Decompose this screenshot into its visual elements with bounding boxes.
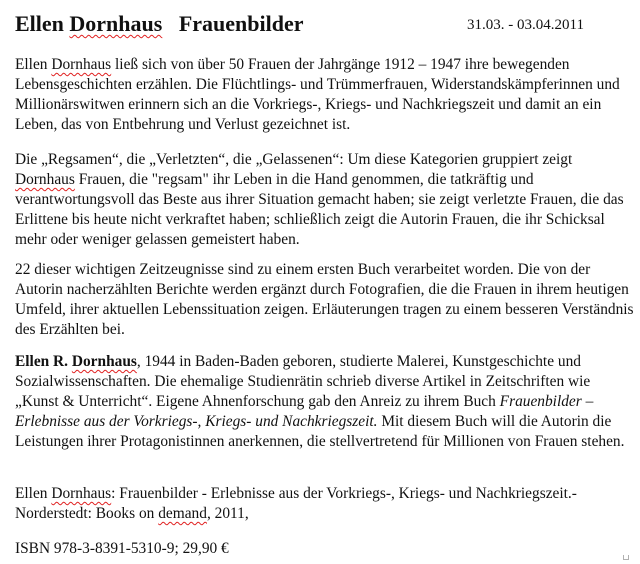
bio-book-title: Frauenbilder – Erlebnisse aus der Vorkriegs-, Kriegs- und Nachkriegszeit.	[15, 393, 594, 430]
paragraph-author-bio	[15, 352, 635, 452]
paragraph-intro	[15, 55, 635, 135]
intro-lead: Ellen	[15, 56, 52, 73]
title-first-name: Ellen	[15, 11, 70, 36]
citation-text: : Frauenbilder - Erlebnisse aus der Vorkriegs-, Kriegs- und Nachkriegszeit.- Norderstedt: Books on	[15, 485, 577, 522]
citation-year: , 2011,	[206, 505, 249, 522]
bio-author-surname: Dornhaus	[71, 353, 137, 370]
paragraph-book	[15, 260, 635, 340]
intro-text: ließ sich von über 50 Frauen der Jahrgänge 1912 – 1947 ihre bewegenden Lebensgeschichten erzählen. Die Flüchtlings- und Trümmerfrauen, Widerstandskämpferinnen und Millionärswitwen erinnern sich an die Vorkriegs-, Kriegs- und Nachkriegszeit und damit an ein Leben, das von Entbehrung und Verlust gezeichnet ist.	[15, 56, 620, 133]
paragraph-citation	[15, 484, 635, 524]
bio-author-name: Ellen R.	[15, 353, 72, 370]
categories-lead: Die „Regsamen“, die „Verletzten“, die „Gelassenen“: Um diese Kategorien gruppiert zeigt	[15, 151, 573, 168]
citation-lead: Ellen	[15, 485, 52, 502]
bio-text-end: Mit diesem Buch will die Autorin die Leistungen ihrer Protagonistinnen anerkennen, die stellvertretend für Millionen von Frauen stehen.	[15, 413, 625, 450]
isbn-price: ISBN 978-3-8391-5310-9; 29,90 €	[15, 540, 229, 557]
title-book: Frauenbilder	[162, 11, 304, 36]
author-surname: Dornhaus	[51, 56, 112, 73]
paragraph-categories	[15, 150, 635, 250]
title-author-surname: Dornhaus	[69, 11, 163, 36]
date-range: 31.03. - 03.04.2011	[467, 17, 584, 33]
paragraph-isbn	[15, 539, 635, 559]
page-corner-mark	[623, 555, 629, 560]
author-surname: Dornhaus	[15, 171, 75, 188]
categories-text: Frauen, die "regsam" ihr Leben in die Hand genommen, die tatkräftig und verantwortungsvoll das Beste aus ihrer Situation gemacht haben; sie zeigt verletzte Frauen, die das Erlittene bis heute nicht verkraftet haben; schließlich zeigt die Autorin Frauen, die ihr Schicksal mehr oder weniger gelassen gemeistert haben.	[15, 171, 624, 248]
citation-demand: demand	[158, 505, 207, 522]
document-header	[15, 11, 615, 37]
citation-author-surname: Dornhaus	[51, 485, 112, 502]
page-title	[15, 11, 304, 37]
bio-text: , 1944 in Baden-Baden geboren, studierte Malerei, Kunstgeschichte und Sozialwissenschaften. Die ehemalige Studienrätin schrieb diverse Artikel in Zeitschriften wie „Kunst & Unterricht“. Eigene Ahnenforschung gab den Anreiz zu ihrem Buch	[15, 353, 591, 410]
book-text: 22 dieser wichtigen Zeitzeugnisse sind zu einem ersten Buch verarbeitet worden. Die von der Autorin nacherzählten Berichte werden ergänzt durch Fotografien, die die Frauen in ihrem heutigen Umfeld, ihrer aktuellen Lebenssituation zeigen. Erläuterungen tragen zu einem besseren Verständnis des Erzählten bei.	[15, 261, 634, 338]
